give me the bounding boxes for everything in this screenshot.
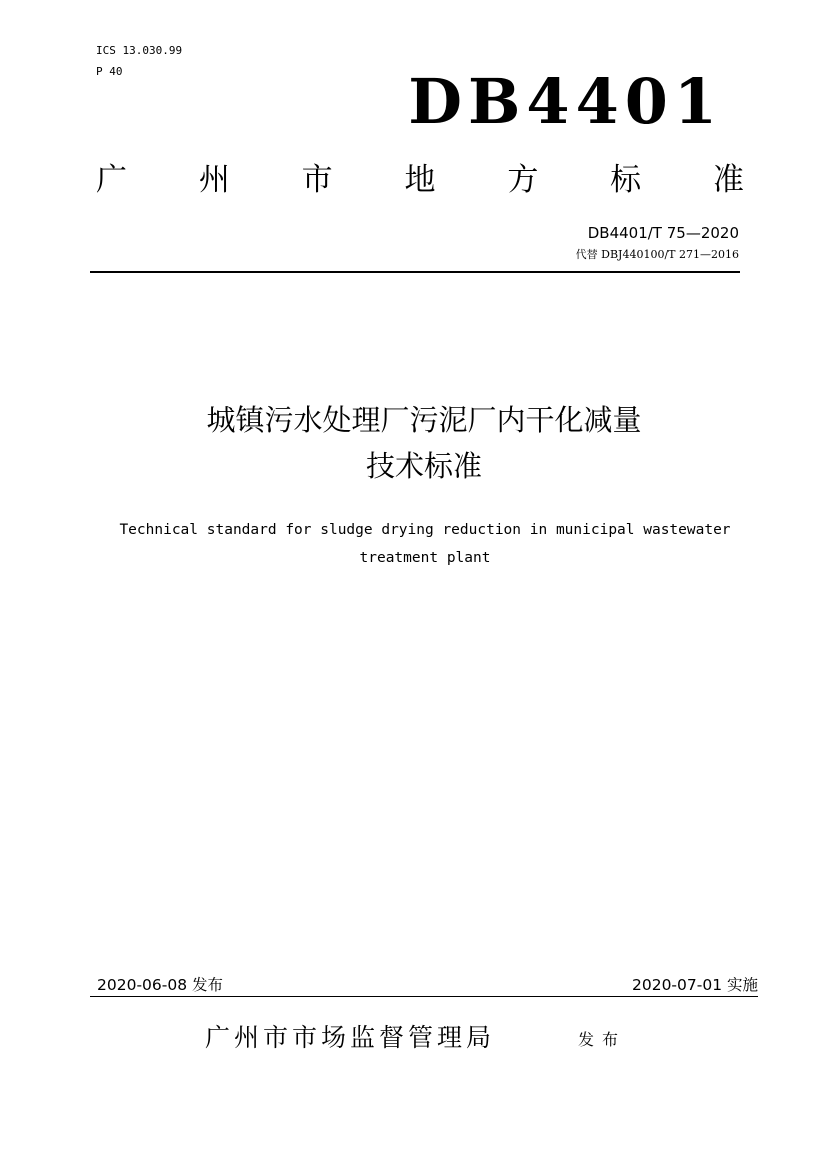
- replaces-standard: 代替 DBJ440100/T 271—2016: [575, 248, 739, 261]
- standard-type-char: 地: [404, 162, 436, 198]
- publish-date: 2020-06-08 发布: [97, 976, 224, 994]
- standard-type-char: 广: [96, 162, 127, 198]
- ccs-code: P 40: [96, 65, 123, 78]
- standard-type-char: 州: [198, 162, 230, 198]
- footer-divider: [90, 996, 758, 997]
- issuer-name: 广州市市场监督管理局: [205, 1023, 496, 1052]
- standard-code-heading: DB4401: [408, 65, 723, 138]
- standard-type-banner: [96, 158, 744, 202]
- header-divider: [90, 271, 740, 273]
- standard-type-char: 标: [610, 162, 642, 198]
- ics-code: ICS 13.030.99: [96, 44, 183, 57]
- standard-number: DB4401/T 75—2020: [587, 224, 739, 242]
- standard-type-char: 市: [301, 162, 333, 198]
- title-en-line2: treatment plant: [359, 550, 491, 566]
- standard-type-char: 准: [712, 162, 744, 198]
- issuer-suffix: 发布: [578, 1030, 627, 1049]
- title-en-line1: Technical standard for sludge drying reduction in municipal wastewater: [119, 522, 731, 538]
- title-zh-line1: 城镇污水处理厂污泥厂内干化减量: [206, 403, 642, 437]
- title-zh-line2: 技术标准: [365, 449, 482, 483]
- implement-date: 2020-07-01 实施: [631, 976, 758, 994]
- standard-type-char: 方: [507, 162, 539, 198]
